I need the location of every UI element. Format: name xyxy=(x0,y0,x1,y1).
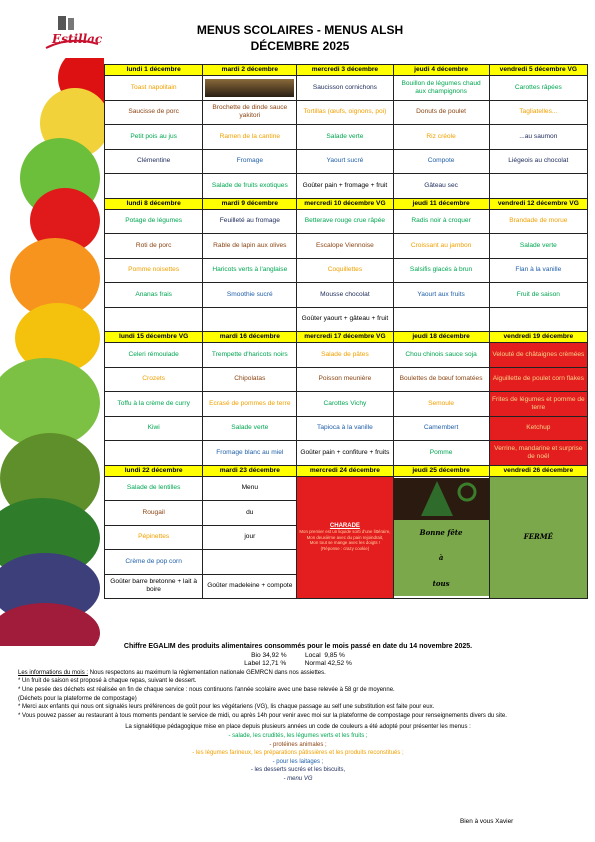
dish-name: Trempette d'haricots noirs xyxy=(211,350,288,358)
menu-cell xyxy=(105,574,203,599)
menu-row xyxy=(105,441,588,466)
menu-cell xyxy=(489,100,587,125)
dish-name: Kiwi xyxy=(147,424,160,432)
charade-line: (Réponse : crazy cookie) xyxy=(320,545,370,551)
day-header: vendredi 5 décembre VG xyxy=(489,65,587,76)
dish-name: Roti de porc xyxy=(135,241,172,249)
day-header: jeudi 18 décembre xyxy=(393,332,489,343)
legend-blue: - pour les laitages ; xyxy=(272,758,324,765)
menu-cell xyxy=(489,149,587,174)
dish-name: jour xyxy=(244,533,256,541)
info-line-3: * Une pesée des déchets est réalisée en fin de chaque service : nous continuons l'année scolaire avec une base relevée à 58 gr de moyenne. xyxy=(18,686,395,693)
menu-row xyxy=(105,476,588,501)
dish-name: Brandade de morue xyxy=(509,217,568,225)
day-header-row xyxy=(105,65,588,76)
menu-row xyxy=(105,76,588,101)
dish-name: ...au saumon xyxy=(519,132,558,140)
dish-name: Salade de pâtes xyxy=(321,350,369,358)
egalim-stats-1: Bio 34,92 % Local 9,85 % xyxy=(251,651,345,659)
dish-name: Chou chinois sauce soja xyxy=(405,350,477,358)
day-header: lundi 15 décembre VG xyxy=(105,332,203,343)
menu-cell xyxy=(297,149,393,174)
info-line-2: * Un fruit de saison est proposé à chaque repas, suivant le dessert. xyxy=(18,678,197,685)
day-header-row xyxy=(105,465,588,476)
day-header: mercredi 3 décembre xyxy=(297,65,393,76)
menu-row xyxy=(105,125,588,150)
menu-cell xyxy=(297,125,393,150)
dish-name: Radis noir à croquer xyxy=(411,217,471,225)
dish-name: Tortillas (œufs, oignons, poi) xyxy=(303,108,387,116)
charade-line: Mon premier est un liquide sorti d'une littéraire, xyxy=(299,529,391,534)
christmas-line: tous xyxy=(432,578,450,588)
dish-name: Croissant au jambon xyxy=(410,241,472,249)
menu-cell xyxy=(105,258,203,283)
closed-label: FERMÉ xyxy=(523,531,553,541)
dish-name: Salade verte xyxy=(326,132,364,140)
menu-cell xyxy=(393,174,489,199)
christmas-tree-photo xyxy=(394,478,489,520)
dish-name: Betterave rouge crue râpée xyxy=(304,217,386,225)
dish-name: Yaourt aux fruits xyxy=(417,290,465,298)
dish-name: Escalope Viennoise xyxy=(316,241,374,249)
dish-name: Toffu à la crème de curry xyxy=(117,399,190,407)
dish-name: Goûter yaourt + gâteau + fruit xyxy=(301,315,389,323)
dish-name: Salade verte xyxy=(231,424,269,432)
dish-name: Pomme xyxy=(429,448,453,456)
dish-name: Poisson meunière xyxy=(318,375,372,383)
charade-line: Mon tout se mange avec les doigts ! xyxy=(309,540,381,545)
dish-name: Camembert xyxy=(423,424,459,432)
menu-row xyxy=(105,416,588,441)
dish-name: Fromage xyxy=(236,157,263,165)
dish-name: Crème de pop corn xyxy=(125,557,182,565)
info-line-4: (Déchets pour la plateforme de compostage) xyxy=(18,695,137,702)
day-header: mardi 16 décembre xyxy=(203,332,297,343)
day-header: lundi 1 décembre xyxy=(105,65,203,76)
day-header: jeudi 11 décembre xyxy=(393,198,489,209)
menu-cell xyxy=(393,441,489,466)
dish-name: Velouté de châtaignes crèmées xyxy=(492,350,585,358)
menu-cell xyxy=(393,125,489,150)
sunset-photo xyxy=(205,79,294,97)
menu-cell xyxy=(393,307,489,332)
menu-row xyxy=(105,367,588,392)
menu-cell xyxy=(393,234,489,259)
menu-row xyxy=(105,149,588,174)
menu-cell xyxy=(489,441,587,466)
dish-name: Donuts de poulet xyxy=(416,108,467,116)
dish-name: Pépinettes xyxy=(138,533,170,541)
menu-cell xyxy=(393,100,489,125)
menu-cell xyxy=(203,441,297,466)
menu-cell xyxy=(297,307,393,332)
menu-cell xyxy=(297,234,393,259)
menu-cell xyxy=(297,258,393,283)
dish-name: Ecrasé de pommes de terre xyxy=(209,399,291,407)
menu-cell xyxy=(203,574,297,599)
menu-cell xyxy=(393,149,489,174)
page-header xyxy=(120,22,480,54)
menu-cell xyxy=(203,307,297,332)
christmas-line: Bonne fête xyxy=(419,527,463,537)
menu-cell xyxy=(393,209,489,234)
dish-name: Brochette de dinde sauce yakitori xyxy=(212,104,288,120)
legend-green: - salade, les crudités, les légumes verts et les fruits ; xyxy=(228,732,368,739)
menu-cell xyxy=(393,283,489,308)
menu-table xyxy=(104,64,588,599)
dish-name: Menu xyxy=(241,484,259,492)
menu-cell xyxy=(489,392,587,417)
day-header: vendredi 26 décembre xyxy=(489,465,587,476)
dish-name: Crozets xyxy=(142,375,165,383)
menu-row xyxy=(105,209,588,234)
menu-cell xyxy=(393,392,489,417)
dish-name: Saucisson cornichons xyxy=(312,83,377,91)
dish-name: Ramen de la cantine xyxy=(219,132,281,140)
menu-row xyxy=(105,283,588,308)
dish-name: Goûter pain + fromage + fruit xyxy=(302,181,388,189)
menu-cell xyxy=(105,209,203,234)
dish-name: Tagliatelles... xyxy=(519,108,558,116)
menu-cell xyxy=(489,343,587,368)
dish-name: Gâteau sec xyxy=(424,181,458,189)
dish-name: Celeri rémoulade xyxy=(128,350,179,358)
menu-cell xyxy=(489,307,587,332)
dish-name: Tapioca à la vanille xyxy=(317,424,373,432)
menu-row xyxy=(105,100,588,125)
menu-cell xyxy=(105,174,203,199)
menu-cell xyxy=(489,283,587,308)
dish-name: Salade de lentilles xyxy=(126,484,181,492)
dish-name: Rable de lapin aux olives xyxy=(213,241,287,249)
dish-name: Liégeois au chocolat xyxy=(508,157,569,165)
menu-cell xyxy=(105,441,203,466)
dish-name: Goûter barre bretonne + lait à boire xyxy=(110,578,197,594)
menu-cell xyxy=(105,149,203,174)
menu-cell xyxy=(105,234,203,259)
dish-name: Ketchup xyxy=(526,424,551,432)
menu-cell xyxy=(297,283,393,308)
dish-name: Riz créole xyxy=(426,132,456,140)
dish-name: Ananas frais xyxy=(135,290,172,298)
dish-name: Toast napolitain xyxy=(130,83,177,91)
christmas-line: à xyxy=(438,553,444,563)
day-header: mardi 9 décembre xyxy=(203,198,297,209)
menu-cell xyxy=(489,416,587,441)
dish-name: Saucisse de porc xyxy=(128,108,179,116)
day-header: mardi 2 décembre xyxy=(203,65,297,76)
dish-name: Goûter pain + confiture + fruits xyxy=(300,448,390,456)
menu-cell xyxy=(489,76,587,101)
menu-cell xyxy=(105,501,203,526)
day-header: mercredi 17 décembre VG xyxy=(297,332,393,343)
menu-cell xyxy=(105,283,203,308)
menu-row xyxy=(105,234,588,259)
dish-name: Potage de légumes xyxy=(125,217,183,225)
menu-cell xyxy=(105,76,203,101)
info-block xyxy=(18,669,578,678)
dish-name: Carottes râpées xyxy=(514,83,562,91)
dish-name: Fruit de saison xyxy=(516,290,560,298)
day-header: mercredi 24 décembre xyxy=(297,465,393,476)
christmas-tree-icon xyxy=(397,478,485,520)
dish-name: Feuilleté au fromage xyxy=(219,217,280,225)
dish-name: Flan à la vanille xyxy=(515,266,562,274)
legend-intro: La signalétique pédagogique mise en place depuis plusieurs années un code de couleurs a été adopté pour présenter les menus : xyxy=(125,724,471,731)
menu-cell xyxy=(297,441,393,466)
dish-name: Goûter madeleine + compote xyxy=(207,582,293,590)
dish-name: Frites de légumes et pomme de terre xyxy=(491,395,585,411)
menu-cell xyxy=(203,501,297,526)
dish-name: Mousse chocolat xyxy=(320,290,370,298)
day-header: mardi 23 décembre xyxy=(203,465,297,476)
menu-cell xyxy=(393,258,489,283)
menu-cell xyxy=(203,550,297,575)
menu-cell xyxy=(203,525,297,550)
menu-cell xyxy=(489,234,587,259)
signature: Bien à vous Xavier xyxy=(460,818,514,825)
legend-vg: - menu VG xyxy=(283,775,313,782)
info-line-1: Nous respectons au maximum la réglementation nationale GEMRCN dans nos assiettes. xyxy=(89,669,326,676)
menu-cell xyxy=(105,100,203,125)
legend-orange: - les légumes farineux, les préparations pâtissières et les produits reconstitués ; xyxy=(192,750,404,757)
charade-line: Mon deuxième avec du pain rejoindrait, xyxy=(306,534,384,540)
menu-cell xyxy=(393,76,489,101)
menu-row xyxy=(105,174,588,199)
dish-name: Petit pois au jus xyxy=(130,132,177,140)
menu-cell xyxy=(297,343,393,368)
menu-cell xyxy=(297,76,393,101)
charade-title: CHARADE xyxy=(329,522,360,529)
menu-cell xyxy=(489,367,587,392)
menu-cell xyxy=(203,100,297,125)
menu-cell xyxy=(489,209,587,234)
menu-row xyxy=(105,307,588,332)
menu-cell xyxy=(203,125,297,150)
day-header: jeudi 4 décembre xyxy=(393,65,489,76)
menu-cell xyxy=(105,125,203,150)
menu-cell xyxy=(203,283,297,308)
charade-cell xyxy=(297,476,393,599)
menu-cell xyxy=(203,367,297,392)
menu-cell xyxy=(297,367,393,392)
menu-cell xyxy=(297,416,393,441)
menu-cell xyxy=(489,258,587,283)
menu-cell xyxy=(489,125,587,150)
day-header: lundi 8 décembre xyxy=(105,198,203,209)
dish-name: Yaourt sucré xyxy=(326,157,364,165)
menu-cell xyxy=(297,209,393,234)
menu-cell xyxy=(105,392,203,417)
dish-name: Clémentine xyxy=(136,157,171,165)
day-header-row xyxy=(105,198,588,209)
dish-name: Chipolatas xyxy=(234,375,266,383)
logo-text: Estillac xyxy=(52,32,103,46)
menu-cell xyxy=(393,416,489,441)
dish-name: Aiguillette de poulet corn flakes xyxy=(492,375,584,383)
day-header: lundi 22 décembre xyxy=(105,465,203,476)
info-line-5: * Merci aux enfants qui nous ont signalés leurs préférences de goût pour les végétariens (VG), lis chaque passage au self une substitution est faite pour eux. xyxy=(18,704,435,711)
fruit-illustration xyxy=(0,58,104,646)
legend-brown: - protéines animales ; xyxy=(269,741,327,748)
info-label: Les informations du mois : xyxy=(18,669,89,676)
menu-cell xyxy=(203,476,297,501)
menu-cell xyxy=(203,416,297,441)
dish-name: Pomme noisettes xyxy=(128,266,180,274)
menu-cell xyxy=(489,174,587,199)
menu-cell xyxy=(105,416,203,441)
dish-name: Fromage blanc au miel xyxy=(216,448,284,456)
menu-cell xyxy=(297,174,393,199)
color-legend xyxy=(18,723,578,783)
dish-name: Smoothie sucré xyxy=(226,290,273,298)
dish-name: Compote xyxy=(427,157,455,165)
menu-cell xyxy=(203,234,297,259)
menu-cell xyxy=(203,392,297,417)
menu-cell xyxy=(105,367,203,392)
menu-row xyxy=(105,392,588,417)
closed-cell xyxy=(489,476,587,599)
day-header-row xyxy=(105,332,588,343)
christmas-cell xyxy=(393,476,489,599)
day-header: vendredi 19 décembre xyxy=(489,332,587,343)
menu-cell xyxy=(203,174,297,199)
page-title: MENUS SCOLAIRES - MENUS ALSH xyxy=(196,23,404,37)
day-header: mercredi 10 décembre VG xyxy=(297,198,393,209)
dish-name: Bouillon de légumes chaud aux champignons xyxy=(401,79,481,95)
dish-name: Carottes Vichy xyxy=(323,399,367,407)
menu-cell xyxy=(393,367,489,392)
day-header: jeudi 25 décembre xyxy=(393,465,489,476)
dish-name: Boulettes de bœuf tomatées xyxy=(399,375,483,383)
menu-cell xyxy=(393,343,489,368)
dish-name: Semoule xyxy=(428,399,455,407)
info-line-6: * Vous pouvez passer au restaurant à tous moments pendant le service de midi, ou après 14h pour venir avec moi sur la plateforme de compostage pour renseignements divers du site. xyxy=(18,712,507,719)
menu-cell xyxy=(105,550,203,575)
menu-cell xyxy=(105,476,203,501)
menu-cell xyxy=(105,525,203,550)
menu-cell xyxy=(105,307,203,332)
menu-row xyxy=(105,258,588,283)
menu-row xyxy=(105,343,588,368)
dish-name: Verrine, mandarine et surprise de noël xyxy=(494,444,583,460)
page-subtitle: DÉCEMBRE 2025 xyxy=(250,39,350,53)
dish-name: Salade verte xyxy=(519,241,557,249)
egalim-title: Chiffre EGALIM des produits alimentaires consommés pour le mois passé en date du 14 novembre 2025. xyxy=(123,643,473,650)
menu-cell xyxy=(105,343,203,368)
menu-cell xyxy=(203,76,297,101)
footer xyxy=(18,643,578,784)
menu-cell xyxy=(203,209,297,234)
dish-name: Coquillettes xyxy=(327,266,363,274)
menu-cell xyxy=(203,258,297,283)
dish-name: Rougail xyxy=(142,508,165,516)
menu-cell xyxy=(203,343,297,368)
logo xyxy=(40,14,102,54)
menu-cell xyxy=(297,392,393,417)
menu-cell xyxy=(297,100,393,125)
dish-name: Haricots verts à l'anglaise xyxy=(212,266,288,274)
egalim-stats-2: Label 12,71 % Normal 42,52 % xyxy=(244,660,352,668)
dish-name: du xyxy=(246,508,254,516)
menu-cell xyxy=(203,149,297,174)
legend-dark: - les desserts sucrés et les biscuits, xyxy=(250,767,346,774)
dish-name: Salade de fruits exotiques xyxy=(211,181,288,189)
day-header: vendredi 12 décembre VG xyxy=(489,198,587,209)
dish-name: Salsifis glacés à brun xyxy=(409,266,473,274)
